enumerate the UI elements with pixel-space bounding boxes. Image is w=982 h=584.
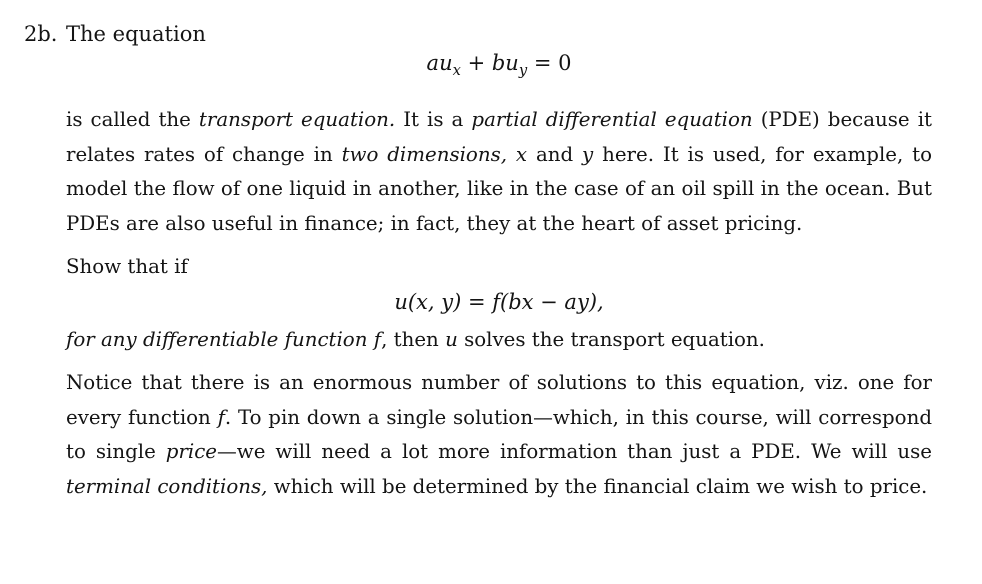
term-transport-equation: transport equation. <box>198 108 396 132</box>
eq1-u-second: u <box>505 51 519 75</box>
var-x: x <box>515 142 528 166</box>
term-two-dimensions: two dimensions, <box>341 142 508 166</box>
para1-text-5: and <box>527 142 583 166</box>
para1-text-6: here. It is used, for example, to model the flow of one liquid in another, like in the case of an oil spill in the ocean. But PDEs are also useful in finance; in fact, they at the heart of asset pricing. <box>66 142 933 235</box>
para1-text-3: (PDE) because it relates rates of change in <box>66 108 932 166</box>
eq1-u-first: u <box>439 51 453 75</box>
var-y: y <box>582 142 594 166</box>
problem-heading <box>24 18 944 50</box>
para1-text-4 <box>507 143 516 166</box>
var-f: f <box>373 327 382 351</box>
eq2-equals: = <box>461 289 493 314</box>
problem-number: 2b. <box>24 22 58 46</box>
problem-body <box>66 103 932 504</box>
para2-text-1: for any differentiable function <box>66 327 374 351</box>
para3-text-2: . To pin down a single solution—which, in this course, will correspond to single <box>66 405 932 464</box>
var-u: u <box>445 327 458 351</box>
problem-2b <box>24 18 944 504</box>
var-f-2: f <box>217 405 225 429</box>
eq2-rhs: f(bx − ay), <box>492 289 604 314</box>
term-partial-differential-equation: partial differential equation <box>471 108 753 132</box>
para2-text-3: solves the transport equation. <box>457 327 765 351</box>
paragraph-uniqueness-note <box>66 366 932 504</box>
eq1-rhs: = 0 <box>527 51 572 75</box>
paragraph-solves-statement <box>66 323 932 358</box>
para3-text-1: Notice that there is an enormous number of solutions to this equation, viz. one for every function <box>66 371 932 429</box>
term-terminal-conditions: terminal conditions, <box>66 474 268 498</box>
eq1-coef-b: b <box>491 51 506 75</box>
eq1-subscript-x: x <box>452 62 461 80</box>
eq1-plus: + <box>460 51 492 75</box>
para1-text-1: is called the <box>66 108 199 132</box>
problem-heading-text: The equation <box>66 22 206 46</box>
show-that-line: Show that if <box>66 255 188 279</box>
eq2-lhs: u(x, y) <box>394 289 462 314</box>
para2-text-2: , then <box>381 327 446 351</box>
para1-text-2: It is a <box>395 108 472 132</box>
para3-text-3: —we will need a lot more information than just a PDE. We will use <box>217 440 932 464</box>
solution-equation <box>66 287 932 317</box>
paragraph-transport-definition <box>66 103 932 241</box>
term-price: price <box>165 440 218 464</box>
eq1-coef-a: a <box>426 51 440 75</box>
eq1-subscript-y: y <box>518 62 528 80</box>
para3-text-4: which will be determined by the financial claim we wish to price. <box>267 474 928 498</box>
transport-equation <box>66 48 932 86</box>
